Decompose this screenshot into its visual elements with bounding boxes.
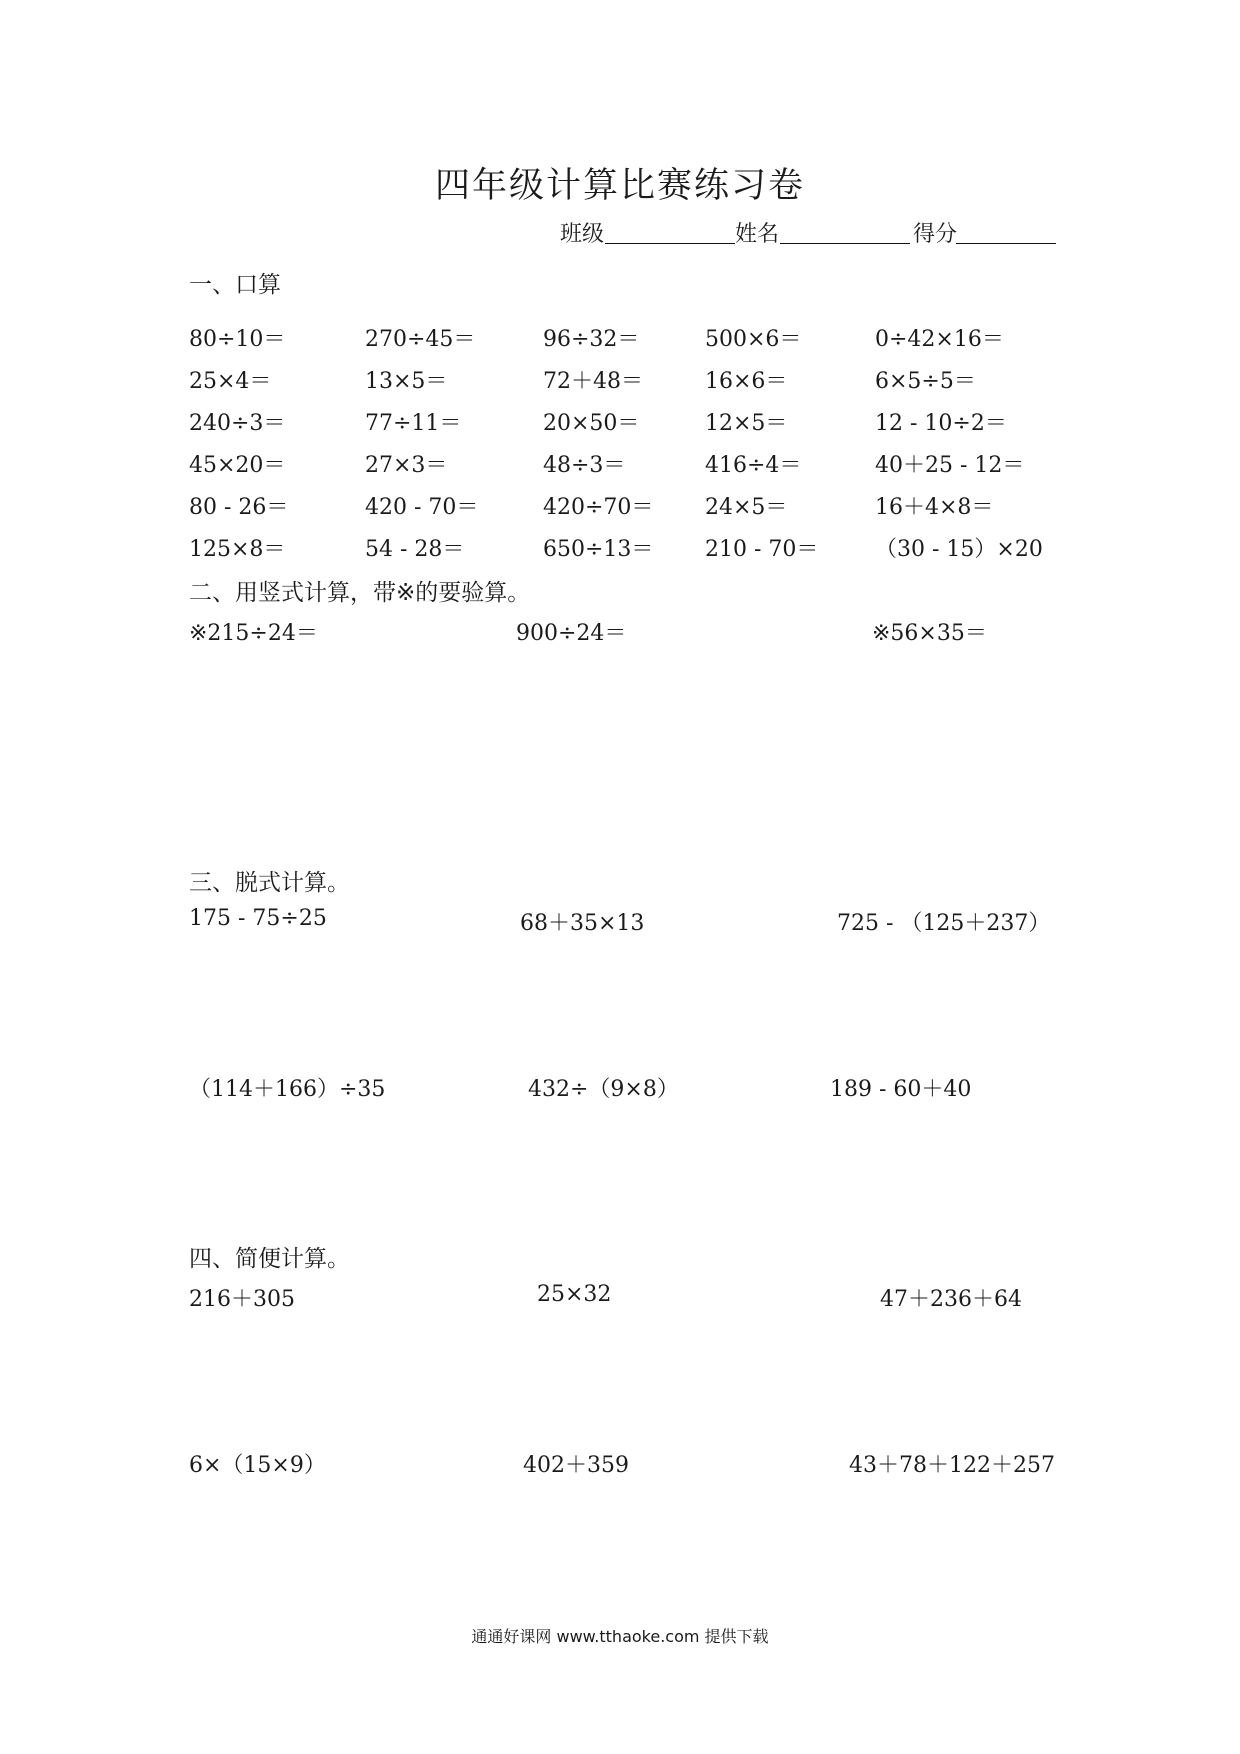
stepwise-row: [0, 906, 1240, 940]
oral-problem: 12 - 10÷2＝: [875, 411, 1007, 436]
class-blank: [605, 243, 735, 244]
stepwise-problem: 68＋35×13: [520, 911, 645, 936]
simplify-problem: 6×（15×9）: [189, 1453, 326, 1478]
oral-problem: 27×3＝: [365, 453, 448, 478]
oral-problem: 125×8＝: [189, 537, 286, 562]
oral-problem: 240÷3＝: [189, 411, 286, 436]
oral-problem: 12×5＝: [705, 411, 788, 436]
oral-problem: 54 - 28＝: [365, 537, 465, 562]
oral-problem: 40＋25 - 12＝: [875, 453, 1025, 478]
oral-problem: 20×50＝: [543, 411, 640, 436]
oral-problem: 420 - 70＝: [365, 495, 479, 520]
oral-problem: 48÷3＝: [543, 453, 626, 478]
oral-problem: 80÷10＝: [189, 327, 286, 352]
oral-row: [0, 322, 1240, 356]
section4-heading: 四、简便计算。: [189, 1246, 350, 1272]
oral-problem: 24×5＝: [705, 495, 788, 520]
simplify-row: [0, 1448, 1240, 1482]
page-title: 四年级计算比赛练习卷: [434, 166, 805, 206]
oral-problem: 210 - 70＝: [705, 537, 819, 562]
simplify-row: [0, 1282, 1240, 1316]
vertical-calc-problem: ※215÷24＝: [189, 621, 318, 646]
simplify-problem: 43＋78＋122＋257: [849, 1453, 1055, 1478]
oral-problem: 16×6＝: [705, 369, 788, 394]
stepwise-problem: 432÷（9×8）: [528, 1077, 679, 1102]
oral-problem: 270÷45＝: [365, 327, 476, 352]
oral-problem: 6×5÷5＝: [875, 369, 976, 394]
class-label: 班级: [560, 222, 605, 247]
name-label: 姓名: [735, 222, 780, 247]
oral-problem: 80 - 26＝: [189, 495, 289, 520]
simplify-problem: 216＋305: [189, 1287, 295, 1312]
oral-problem: 650÷13＝: [543, 537, 654, 562]
oral-problem: 13×5＝: [365, 369, 448, 394]
oral-row: [0, 532, 1240, 566]
vertical-calc-problem: ※56×35＝: [872, 621, 987, 646]
simplify-problem: 25×32: [537, 1282, 612, 1307]
oral-problem: 0÷42×16＝: [875, 327, 1004, 352]
stepwise-problem: 175 - 75÷25: [189, 906, 327, 931]
stepwise-problem: 725 - （125＋237）: [837, 911, 1051, 936]
score-label: 得分: [913, 222, 958, 247]
oral-problem: 420÷70＝: [543, 495, 654, 520]
oral-problem: （30 - 15）×20: [875, 537, 1043, 562]
simplify-problem: 47＋236＋64: [880, 1287, 1022, 1312]
oral-row: [0, 448, 1240, 482]
section2-heading: 二、用竖式计算，带※的要验算。: [189, 580, 531, 606]
oral-problem: 96÷32＝: [543, 327, 640, 352]
simplify-problem: 402＋359: [523, 1453, 629, 1478]
footer-credit: 通通好课网 www.tthaoke.com 提供下载: [471, 1627, 769, 1646]
oral-problem: 25×4＝: [189, 369, 272, 394]
oral-problem: 45×20＝: [189, 453, 286, 478]
oral-problem: 16＋4×8＝: [875, 495, 994, 520]
oral-problem: 72＋48＝: [543, 369, 643, 394]
stepwise-row: [0, 1072, 1240, 1106]
oral-problem: 416÷4＝: [705, 453, 802, 478]
stepwise-problem: 189 - 60＋40: [830, 1077, 972, 1102]
oral-row: [0, 364, 1240, 398]
section3-heading: 三、脱式计算。: [189, 870, 350, 896]
vertical-calc-problem: 900÷24＝: [516, 621, 627, 646]
oral-row: [0, 490, 1240, 524]
oral-row: [0, 406, 1240, 440]
stepwise-problem: （114＋166）÷35: [189, 1077, 386, 1102]
score-blank: [956, 243, 1056, 244]
name-blank: [780, 243, 910, 244]
oral-problem: 500×6＝: [705, 327, 802, 352]
oral-problem: 77÷11＝: [365, 411, 462, 436]
section1-heading: 一、口算: [189, 272, 281, 298]
vertical-calc-row: [0, 616, 1240, 650]
